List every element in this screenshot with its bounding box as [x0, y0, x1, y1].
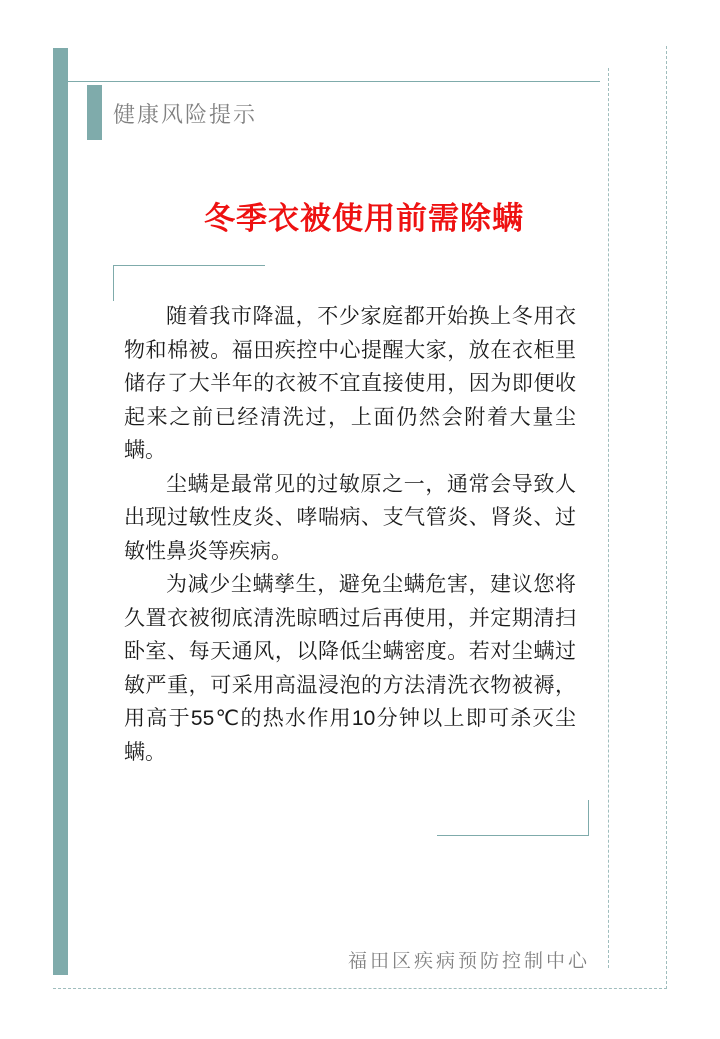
left-edge-accent-bar	[53, 48, 68, 975]
footer-organization: 福田区疾病预防控制中心	[347, 951, 590, 972]
corner-bracket-bottom-right	[437, 800, 589, 836]
body-paragraph: 随着我市降温，不少家庭都开始换上冬用衣物和棉被。福田疾控中心提醒大家，放在衣柜里储存了大半年的衣被不宜直接使用，因为即便收起来之前已经清洗过，上面仍然会附着大量尘螨。	[124, 305, 576, 462]
header-divider-rule	[68, 81, 600, 82]
eyebrow-accent-bar	[87, 85, 102, 140]
body-paragraph: 尘螨是最常见的过敏原之一，通常会导致人出现过敏性皮炎、哮喘病、支气管炎、肾炎、过敏性鼻炎等疾病。	[124, 472, 576, 563]
eyebrow-heading: 健康风险提示	[113, 102, 258, 127]
body-paragraph: 为减少尘螨孳生，避免尘螨危害，建议您将久置衣被彻底清洗晾晒过后再使用，并定期清扫卧室、每天通风，以降低尘螨密度。若对尘螨过敏严重，可采用高温浸泡的方法清洗衣物被褥，用高于55℃的热水作用10分钟以上即可杀灭尘螨。	[124, 573, 576, 764]
article-body	[124, 300, 576, 769]
corner-bracket-top-left	[113, 265, 265, 301]
page-title: 冬季衣被使用前需除螨	[204, 200, 524, 236]
